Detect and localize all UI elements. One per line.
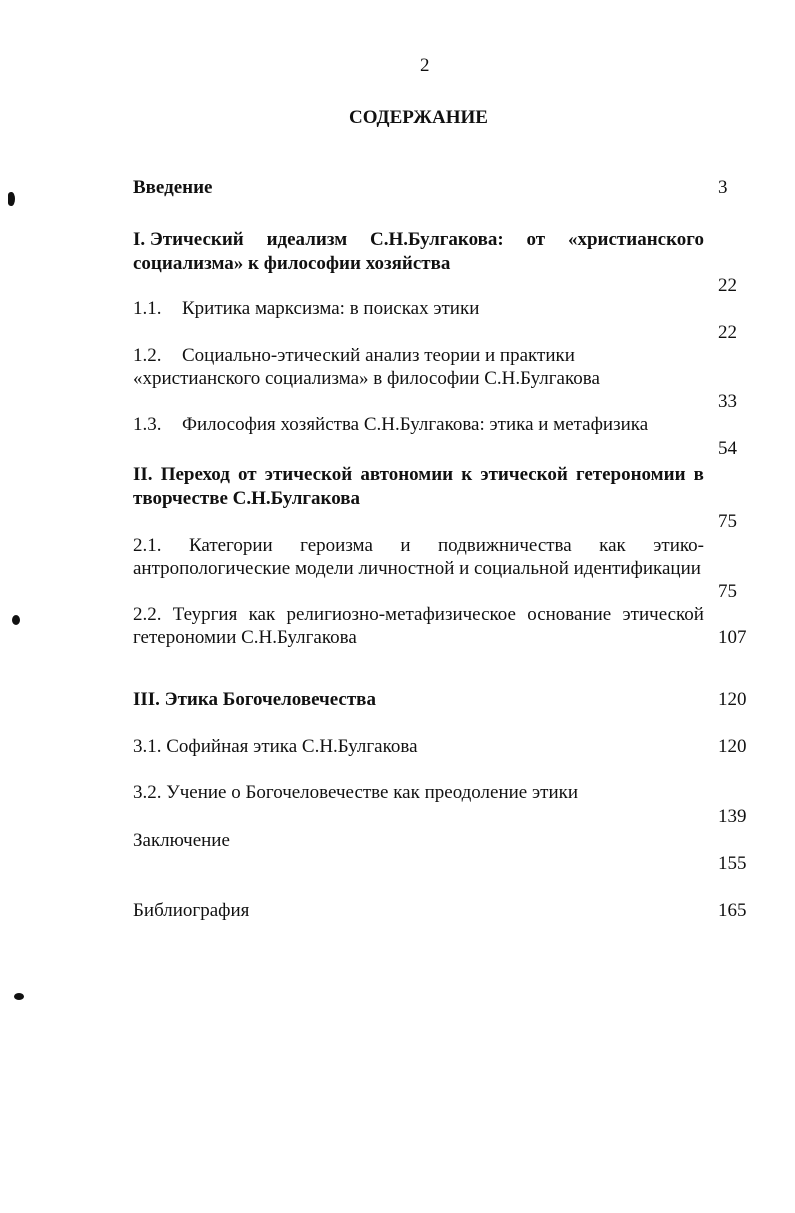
toc-bibliography-label: Библиография xyxy=(133,900,250,921)
toc-bibliography-page: 165 xyxy=(718,900,747,921)
toc-s3-1-page: 120 xyxy=(718,736,747,757)
toc-s2-2-line1 xyxy=(133,603,704,626)
toc-ch2-word: от xyxy=(238,464,257,485)
toc-intro-label: Введение xyxy=(133,177,213,198)
toc-s2-2-word: основание xyxy=(527,604,612,625)
toc-s1-2-line1: Социально-этический анализ теории и практики xyxy=(182,345,575,366)
toc-ch2-word: этической xyxy=(480,464,568,485)
toc-ch1-word: идеализм xyxy=(266,229,348,250)
toc-s2-2-word: этической xyxy=(622,604,704,625)
toc-ch2-line1 xyxy=(133,463,704,486)
toc-ch2-word: в xyxy=(693,464,704,485)
toc-ch1-word: I. Этический xyxy=(133,229,244,250)
page-number: 2 xyxy=(420,55,430,76)
toc-s1-2-line2: «христианского социализма» в философии С.Н.Булгакова xyxy=(133,368,600,389)
toc-ch2-word: к xyxy=(461,464,473,485)
toc-s2-1-word: героизма xyxy=(300,535,373,556)
toc-s1-3-page: 54 xyxy=(718,438,737,459)
toc-ch2-word: Переход xyxy=(160,464,230,485)
scan-mark-middle xyxy=(12,615,20,625)
toc-s2-1-word: этико- xyxy=(653,535,704,556)
page-title: СОДЕРЖАНИЕ xyxy=(349,107,488,128)
toc-ch1-line2: социализма» к философии хозяйства xyxy=(133,253,451,274)
toc-ch1-word: С.Н.Булгакова: xyxy=(369,229,504,250)
toc-s2-2-page: 107 xyxy=(718,627,747,648)
toc-ch2-page: 75 xyxy=(718,511,737,532)
toc-s1-3-label: Философия хозяйства С.Н.Булгакова: этика и метафизика xyxy=(182,414,649,435)
toc-s3-2-label: 3.2. Учение о Богочеловечестве как преодоление этики xyxy=(133,782,579,803)
toc-s2-1-page: 75 xyxy=(718,581,737,602)
toc-s1-3-number: 1.3. xyxy=(133,414,162,435)
toc-s2-2-word: как xyxy=(248,604,276,625)
toc-s2-1-word: и xyxy=(400,535,411,556)
toc-ch2-word: автономии xyxy=(360,464,454,485)
toc-s2-2-line2: гетерономии С.Н.Булгакова xyxy=(133,627,357,648)
toc-s1-1-page: 22 xyxy=(718,322,737,343)
toc-s3-2-page: 139 xyxy=(718,806,747,827)
toc-ch1-word: «христианского xyxy=(567,229,704,250)
toc-s3-1-label: 3.1. Софийная этика С.Н.Булгакова xyxy=(133,736,418,757)
toc-s1-1-number: 1.1. xyxy=(133,298,162,319)
toc-ch2-line2: творчестве С.Н.Булгакова xyxy=(133,488,361,509)
toc-ch1-word: от xyxy=(526,229,546,250)
toc-ch2-word: гетерономии xyxy=(575,464,686,485)
toc-s1-1-label: Критика марксизма: в поисках этики xyxy=(182,298,480,319)
toc-ch2-word: II. xyxy=(133,464,153,485)
toc-s2-1-word: Категории xyxy=(188,535,273,556)
toc-s2-2-word: религиозно-метафизическое xyxy=(286,604,516,625)
toc-s1-2-page: 33 xyxy=(718,391,737,412)
scan-mark-top xyxy=(8,192,15,206)
toc-intro-page: 3 xyxy=(718,177,728,198)
toc-ch3-label: III. Этика Богочеловечества xyxy=(133,689,376,710)
toc-ch1-page: 22 xyxy=(718,275,737,296)
toc-s2-1-word: подвижничества xyxy=(437,535,572,556)
toc-s1-2-number: 1.2. xyxy=(133,345,162,366)
toc-s2-1-word: как xyxy=(599,535,626,556)
scan-mark-bottom xyxy=(14,993,24,1000)
toc-s2-2-word: Теургия xyxy=(172,604,238,625)
toc-s2-1-line2: антропологические модели личностной и социальной идентификации xyxy=(133,558,701,579)
toc-ch3-page: 120 xyxy=(718,689,747,710)
toc-ch1-line1 xyxy=(133,228,704,251)
toc-s2-1-word: 2.1. xyxy=(133,535,162,556)
toc-s2-2-word: 2.2. xyxy=(133,604,162,625)
toc-conclusion-page: 155 xyxy=(718,853,747,874)
toc-s2-1-line1 xyxy=(133,534,704,557)
toc-conclusion-label: Заключение xyxy=(133,830,230,851)
toc-ch2-word: этической xyxy=(264,464,353,485)
